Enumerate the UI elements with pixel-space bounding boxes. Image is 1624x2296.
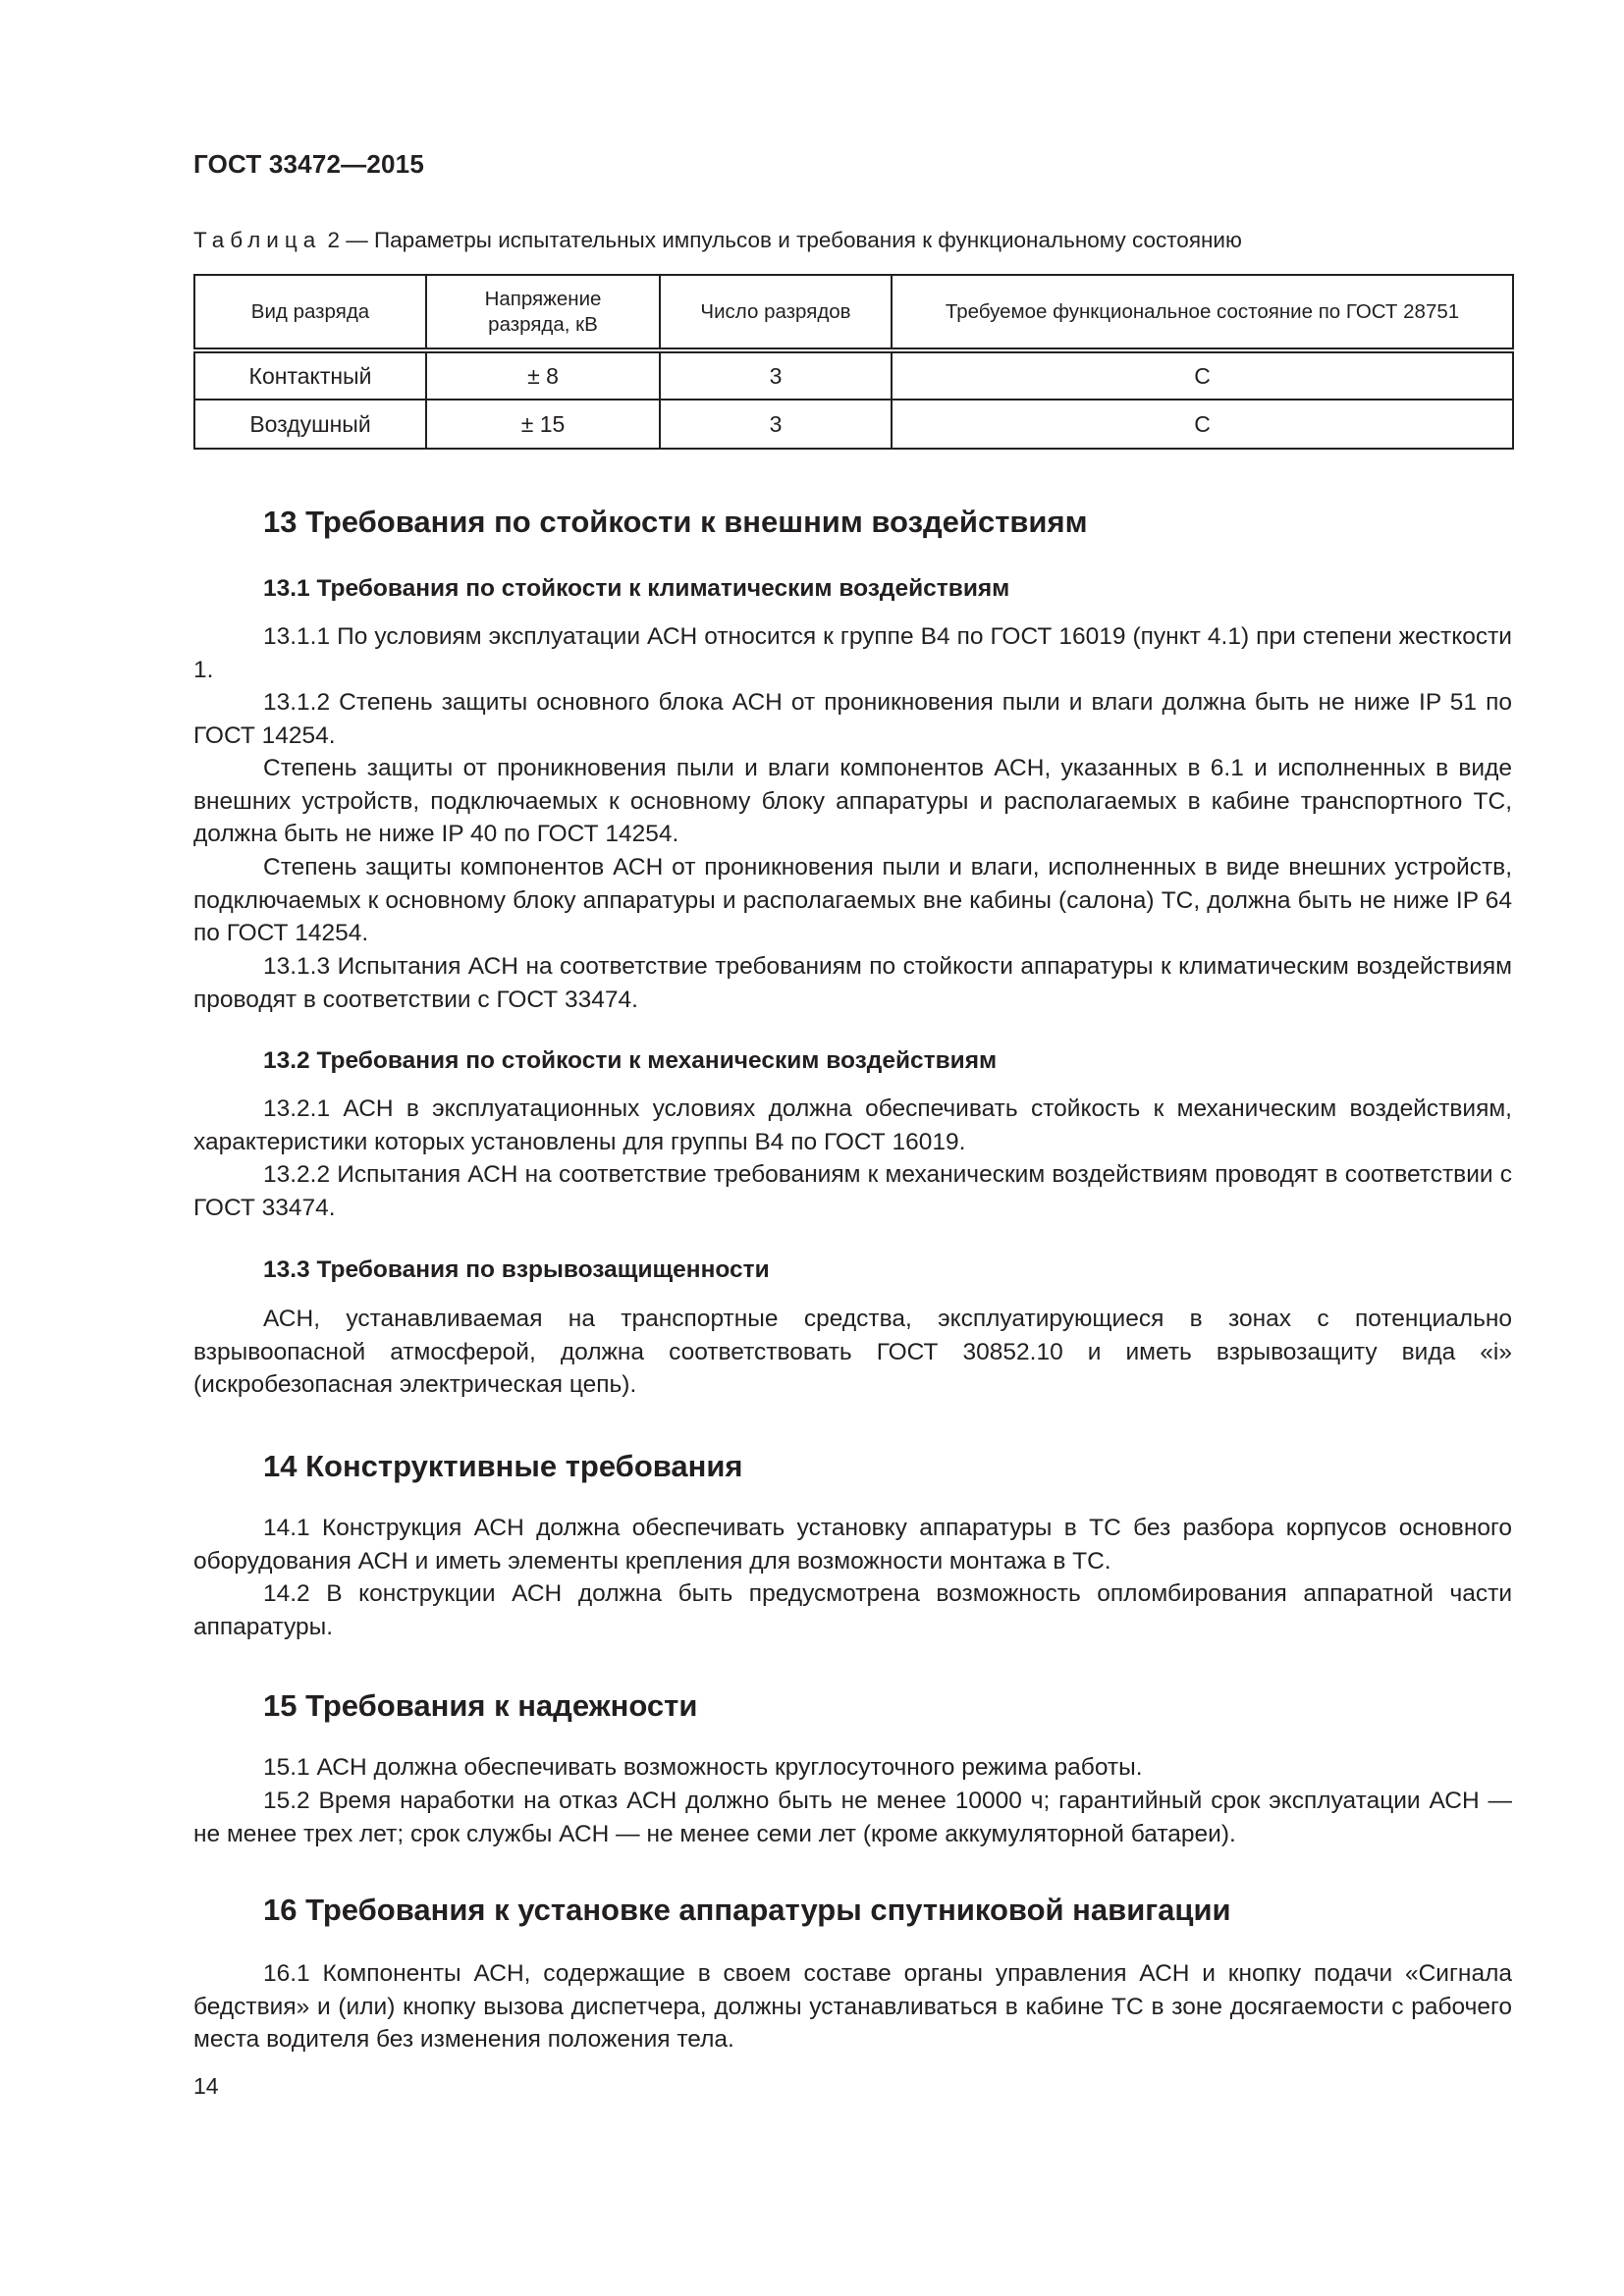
table-row [194,350,1513,400]
parameters-table [193,274,1514,450]
cell-discharge-count: 3 [660,350,892,400]
paragraph-13-3: АСН, устанавливаемая на транспортные средства, эксплуатирующиеся в зонах с потенциально взрывоопасной атмосферой, должна соответствовать ГОСТ 30852.10 и иметь взрывозащиту вида «i» (искробезопасная электрическая цепь). [193,1306,1512,1399]
cell-discharge-type: Контактный [194,350,426,400]
section-16-heading: 16 Требования к установке аппаратуры спутниковой навигации [263,1893,1231,1927]
cell-voltage: ± 15 [426,400,660,449]
paragraph-13-2-1: 13.2.1 АСН в эксплуатационных условиях должна обеспечивать стойкость к механическим воздействиям, характеристики которых установлены для группы В4 по ГОСТ 16019. [193,1095,1512,1155]
table-header-row [194,275,1513,350]
cell-functional-state: С [892,400,1513,449]
section-14-heading: 14 Конструктивные требования [263,1449,743,1483]
document-header: ГОСТ 33472—2015 [193,149,424,179]
table-caption [193,228,1242,253]
section-15-heading: 15 Требования к надежности [263,1688,698,1723]
column-header-voltage-line2: разряда, кВ [488,312,598,336]
paragraph-15-2: 15.2 Время наработки на отказ АСН должно быть не менее 10000 ч; гарантийный срок эксплуатации АСН — не менее трех лет; срок службы АСН — не менее семи лет (кроме аккумуляторной батареи). [193,1788,1512,1847]
section-13-2-heading: 13.2 Требования по стойкости к механическим воздействиям [263,1047,998,1074]
section-13-1-heading: 13.1 Требования по стойкости к климатическим воздействиям [263,575,1010,602]
paragraph-14-2: 14.2 В конструкции АСН должна быть предусмотрена возможность опломбирования аппаратной части аппаратуры. [193,1580,1512,1640]
paragraph-14-1: 14.1 Конструкция АСН должна обеспечивать установку аппаратуры в ТС без разбора корпусов основного оборудования АСН и иметь элементы крепления для возможности монтажа в ТС. [193,1515,1512,1575]
column-header-voltage [426,275,660,350]
paragraph-16-1: 16.1 Компоненты АСН, содержащие в своем составе органы управления АСН и кнопку подачи «Сигнала бедствия» и (или) кнопку вызова диспетчера, должны устанавливаться в кабине ТС в зоне досягаемости с рабочего места водителя без изменения положения тела. [193,1960,1512,2054]
page-number: 14 [193,2073,219,2099]
cell-voltage: ± 8 [426,350,660,400]
column-header-discharge-type: Вид разряда [194,275,426,350]
paragraph-13-1-3: 13.1.3 Испытания АСН на соответствие требованиям по стойкости аппаратуры к климатическим воздействиям проводят в соответствии с ГОСТ 33474. [193,953,1512,1013]
table-caption-text: 2 — Параметры испытательных импульсов и требования к функциональному состоянию [321,228,1242,252]
paragraph-13-1-2-components: Степень защиты от проникновения пыли и влаги компонентов АСН, указанных в 6.1 и исполненных в виде внешних устройств, подключаемых к основному блоку аппаратуры и располагаемых в кабине транспортного ТС, должна быть не ниже IP 40 по ГОСТ 14254. [193,755,1512,848]
cell-functional-state: С [892,350,1513,400]
column-header-discharge-count: Число разрядов [660,275,892,350]
section-13-3-heading: 13.3 Требования по взрывозащищенности [263,1256,770,1283]
paragraph-13-1-2-external: Степень защиты компонентов АСН от проникновения пыли и влаги, исполненных в виде внешних устройств, подключаемых к основному блоку аппаратуры и располагаемых вне кабины (салона) ТС, должна быть не ниже IP 64 по ГОСТ 14254. [193,854,1512,947]
paragraph-13-1-1: 13.1.1 По условиям эксплуатации АСН относится к группе В4 по ГОСТ 16019 (пункт 4.1) при степени жесткости 1. [193,623,1512,683]
column-header-voltage-line1: Напряжение [484,287,602,310]
section-13-heading: 13 Требования по стойкости к внешним воздействиям [263,505,1088,539]
paragraph-13-2-2: 13.2.2 Испытания АСН на соответствие требованиям к механическим воздействиям проводят в соответствии с ГОСТ 33474. [193,1161,1512,1221]
table-row [194,400,1513,449]
paragraph-15-1: 15.1 АСН должна обеспечивать возможность круглосуточного режима работы. [263,1754,1143,1781]
cell-discharge-type: Воздушный [194,400,426,449]
table-caption-label: Таблица [193,228,322,252]
paragraph-13-1-2: 13.1.2 Степень защиты основного блока АСН от проникновения пыли и влаги должна быть не ниже IP 51 по ГОСТ 14254. [193,689,1512,749]
column-header-functional-state: Требуемое функциональное состояние по ГОСТ 28751 [892,275,1513,350]
cell-discharge-count: 3 [660,400,892,449]
